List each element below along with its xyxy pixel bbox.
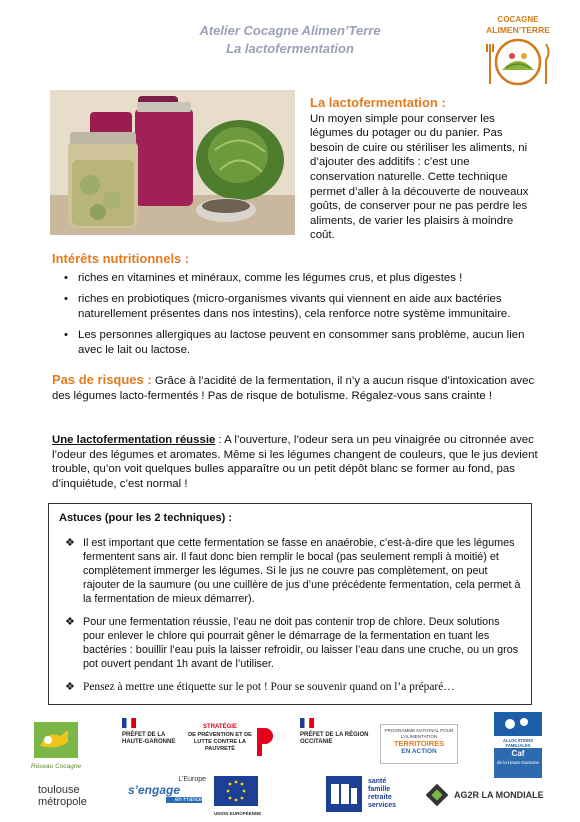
pna-territoires-logo xyxy=(380,724,458,764)
diamond-bullet-icon: ❖ xyxy=(65,681,75,693)
tip-text: Pour une fermentation réussie, l’eau ne doit pas contenir trop de chlore. Deux solutions pour enlever le chlore qui pourrait gêner le démarrage de la fermentation en tuant les bactéries : bouillir l’eau puis la laisser refroidir, ou laisser l’eau dans une cruche, ou un gros pot ouvert pendant 1h avant de l’utiliser. xyxy=(83,616,519,670)
toulouse-label: toulouse métropole xyxy=(38,784,87,808)
tips-title: Astuces (pour les 2 techniques) : xyxy=(59,512,232,524)
tip-text: Il est important que cette fermentation se fasse en anaérobie, c’est-à-dire que les légumes fermentent sans air. Il faut donc bien remplir le bocal (pas seulement rempli à moitié) et complètement immerger les légumes. Si le jus ne couvre pas complètement, on peut rajouter de la saumure (ou une cuillère de jus d’une précédente fermentation, cela permet à la fermentation de mieux démarrer). xyxy=(83,537,521,605)
nutrition-list xyxy=(52,271,540,358)
nutrition-section xyxy=(52,252,540,365)
list-item: • Les personnes allergiques au lactose peuvent en consommer sans problème, aucun lien avec le lait ou lactose. xyxy=(66,328,540,357)
success-text: : A l’ouverture, l’odeur sera un peu vinaigrée ou citronnée avec l’odeur des légumes et aromates. Même si les légumes changent de couleurs, que le jus devient trouble, qu’on voit quelques bulles apparaître ou un petit dépôt blanc se former au fond, pas d’inquiétude, c’est normal ! xyxy=(52,434,538,490)
strategie-text: DE PRÉVENTION ET DE LUTTE CONTRE LA PAUVRETÉ xyxy=(188,732,252,752)
risks-text: Grâce à l’acidité de la fermentation, il n’y a aucun risque d’intoxication avec des légumes lacto-fermentés ! Pas de risque de botulisme. Régalez-vous sans crainte ! xyxy=(52,375,535,402)
msa-line1: santé xyxy=(368,778,387,785)
cocagne-alimenterre-logo xyxy=(478,12,558,94)
intro-title: La lactofermentation : xyxy=(310,95,446,110)
header-line2: La lactofermentation xyxy=(226,41,354,56)
reseau-label: Réseau Cocagne xyxy=(30,763,82,770)
europe-mid: s’engage xyxy=(128,783,181,797)
logo-bottom-text: ALIMEN’TERRE xyxy=(486,25,550,35)
europe-bot: en France xyxy=(166,797,202,803)
prefet-haute-garonne-logo xyxy=(118,716,190,774)
diamond-bullet-icon: ❖ xyxy=(65,616,75,628)
eu-flag-logo xyxy=(214,776,264,816)
prefet-hg-label: PRÉFET DE LA HAUTE-GARONNE xyxy=(122,732,176,745)
strategie-title: STRATÉGIE xyxy=(203,724,237,730)
diamond-bullet-icon: ❖ xyxy=(65,537,75,549)
intro-text: Un moyen simple pour conserver les légumes du potager ou du panier. Pas besoin de cuire ou stériliser les aliments, ni d’ajouter des additifs : c’est une conservation naturelle. Cette technique permet d’aller à la découverte de nouveaux goûts, de conserver pour ne pas perdre les aliments, de varier les plaisirs à moindre coût. xyxy=(310,112,529,242)
pna-line2: TERRITOIRES xyxy=(393,739,445,748)
header-line1: Atelier Cocagne Alimen’Terre xyxy=(199,23,381,38)
tips-box xyxy=(48,503,532,705)
pna-line3: EN ACTION xyxy=(401,748,437,755)
ue-label: UNION EUROPÉENNE xyxy=(214,811,262,816)
msa-line3: retraite xyxy=(368,794,392,801)
toulouse-metropole-logo xyxy=(38,784,116,810)
europe-top: L’Europe xyxy=(178,776,206,783)
caf-line2: Caf xyxy=(511,749,525,758)
success-title: Une lactofermentation réussie xyxy=(52,434,216,446)
pna-line1: PROGRAMME NATIONAL POUR L’ALIMENTATION xyxy=(384,728,454,739)
risks-title: Pas de risques : xyxy=(52,372,152,387)
caf-logo xyxy=(494,712,542,778)
msa-logo xyxy=(326,776,416,816)
risks-section xyxy=(52,373,540,403)
prefet-occ-label: PRÉFET DE LA RÉGION OCCITANIE xyxy=(300,732,369,745)
intro-section xyxy=(310,96,535,243)
list-item: • riches en probiotiques (micro-organismes vivants qui viennent en aide aux bactéries naturellement présentes dans nos intestins), cela renforce notre système immunitaire. xyxy=(66,292,540,321)
logo-top-text: COCAGNE xyxy=(497,15,539,24)
europe-sengage-logo xyxy=(128,776,206,816)
msa-line4: services xyxy=(368,802,397,809)
tip-text: Pensez à mettre une étiquette sur le pot ! Pour se souvenir quand on l’a préparé… xyxy=(83,681,455,693)
tip-item xyxy=(59,615,521,671)
tip-item xyxy=(59,536,521,606)
list-item: • riches en vitamines et minéraux, comme les légumes crus, et plus digestes ! xyxy=(66,271,540,286)
msa-line2: famille xyxy=(368,786,391,793)
tip-item xyxy=(59,680,521,694)
prefet-occitanie-logo xyxy=(296,716,372,774)
reseau-cocagne-logo xyxy=(28,716,84,774)
nutrition-title: Intérêts nutritionnels : xyxy=(52,251,190,266)
caf-line3: de la Haute-Garonne xyxy=(496,760,540,765)
ag2r-label: AG2R LA MONDIALE xyxy=(454,790,544,800)
jars-and-cabbage-photo xyxy=(50,90,295,235)
strategie-pauvrete-logo xyxy=(185,724,275,768)
ag2r-logo xyxy=(426,784,546,810)
caf-line1: ALLOCATIONS FAMILIALES xyxy=(503,738,533,748)
success-section xyxy=(52,433,540,491)
